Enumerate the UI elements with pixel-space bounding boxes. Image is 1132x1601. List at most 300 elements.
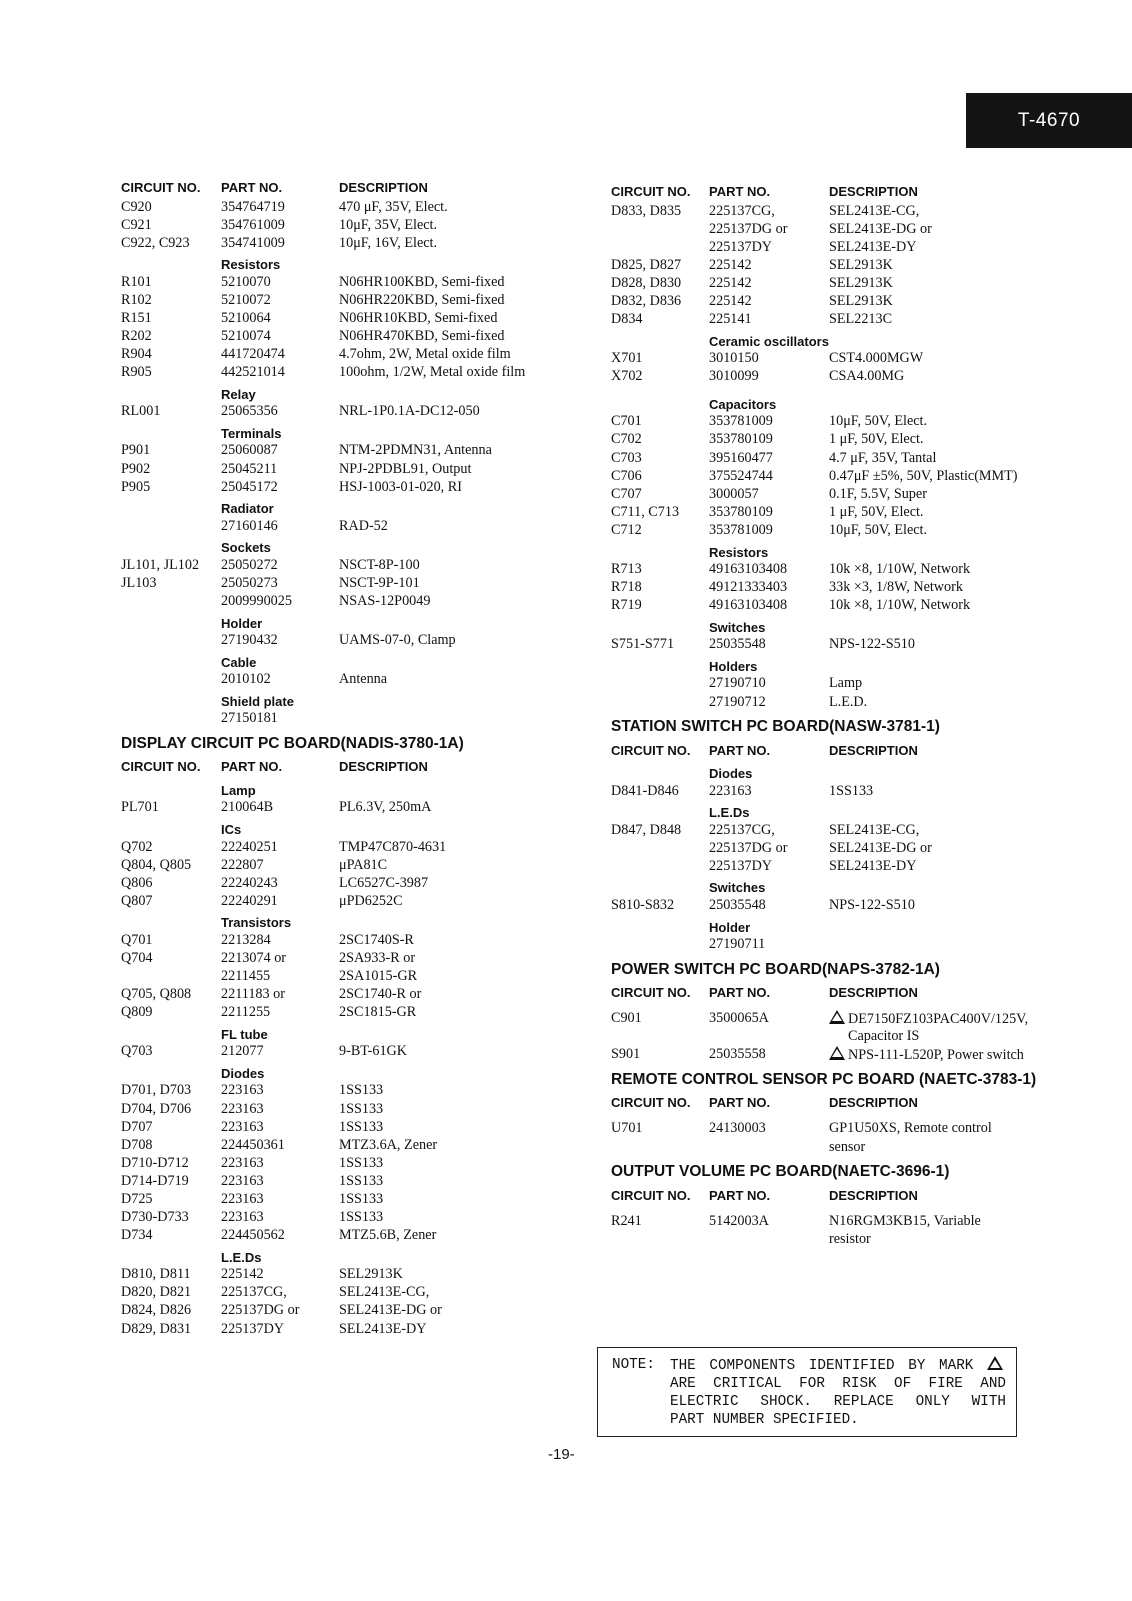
column-header: CIRCUIT NO. bbox=[121, 179, 201, 195]
category-text: Switches bbox=[709, 619, 766, 635]
circuit-no: D833, D835 bbox=[611, 202, 682, 219]
category-text: Lamp bbox=[221, 782, 256, 798]
note-line: THE COMPONENTS IDENTIFIED BY MARK bbox=[670, 1356, 1006, 1375]
description-text: Lamp bbox=[829, 675, 863, 692]
category-label bbox=[121, 689, 581, 710]
description bbox=[829, 368, 1111, 385]
circuit-no: R102 bbox=[121, 291, 152, 308]
table-row bbox=[121, 593, 581, 611]
column-header: CIRCUIT NO. bbox=[121, 759, 201, 775]
part-no: 395160477 bbox=[709, 449, 773, 466]
circuit-no: C901 bbox=[611, 1010, 642, 1027]
part-no: 223163 bbox=[221, 1191, 264, 1208]
circuit-no: D825, D827 bbox=[611, 256, 682, 273]
description bbox=[339, 857, 581, 874]
description bbox=[829, 257, 1111, 274]
section-title: REMOTE CONTROL SENSOR PC BOARD (NAETC-3783-1) bbox=[611, 1070, 1037, 1088]
column-header: PART NO. bbox=[709, 742, 771, 758]
table-row bbox=[611, 292, 1111, 310]
part-no: 3000057 bbox=[709, 485, 759, 502]
part-no: 49121333403 bbox=[709, 579, 788, 596]
table-row bbox=[611, 579, 1111, 597]
description-text: 1SS133 bbox=[829, 782, 874, 799]
description-text: 0.1F, 5.5V, Super bbox=[829, 485, 927, 502]
description-text: LC6527C-3987 bbox=[339, 874, 429, 891]
description-text: 1SS133 bbox=[339, 1082, 384, 1099]
table-row bbox=[611, 350, 1111, 368]
category-label bbox=[121, 778, 581, 799]
table-row bbox=[121, 1190, 581, 1208]
circuit-no: R241 bbox=[611, 1212, 642, 1229]
description bbox=[339, 1004, 581, 1021]
category-label bbox=[611, 392, 1111, 413]
table-row bbox=[611, 467, 1111, 485]
category-text: FL tube bbox=[221, 1026, 268, 1042]
description bbox=[829, 1139, 1111, 1156]
table-row bbox=[611, 896, 1111, 914]
category-text: Diodes bbox=[221, 1065, 265, 1081]
part-no: 223163 bbox=[709, 782, 752, 799]
table-row bbox=[611, 675, 1111, 693]
description bbox=[339, 1266, 581, 1283]
description-text: DE7150FZ103PAC400V/125V, bbox=[848, 1010, 1029, 1027]
description-text: PL6.3V, 250mA bbox=[339, 799, 432, 816]
table-row bbox=[121, 1136, 581, 1154]
table-row bbox=[121, 949, 581, 967]
part-no: 25035548 bbox=[709, 896, 766, 913]
table-row bbox=[121, 856, 581, 874]
circuit-no: C703 bbox=[611, 449, 642, 466]
table-header bbox=[121, 756, 581, 778]
table-row bbox=[121, 234, 581, 252]
part-no: 25065356 bbox=[221, 403, 278, 420]
description-text: GP1U50XS, Remote control bbox=[829, 1120, 992, 1137]
circuit-no: D714-D719 bbox=[121, 1172, 189, 1189]
part-no: 223163 bbox=[221, 1100, 264, 1117]
warning-triangle-icon bbox=[987, 1356, 1003, 1370]
description bbox=[339, 479, 581, 496]
description bbox=[829, 1046, 1111, 1064]
description bbox=[829, 1010, 1111, 1028]
part-no: 49163103408 bbox=[709, 597, 788, 614]
part-no: 210064B bbox=[221, 799, 274, 816]
description-text: MTZ3.6A, Zener bbox=[339, 1136, 438, 1153]
page-number: -19- bbox=[548, 1446, 575, 1463]
description bbox=[829, 522, 1111, 539]
part-no: 25045211 bbox=[221, 460, 278, 477]
table-row bbox=[121, 478, 581, 496]
table-row bbox=[121, 1209, 581, 1227]
table-row bbox=[121, 1284, 581, 1302]
description bbox=[339, 1302, 581, 1319]
table-header bbox=[611, 982, 1111, 1004]
part-no: 5142003A bbox=[709, 1212, 769, 1229]
table-row bbox=[611, 503, 1111, 521]
category-text: Cable bbox=[221, 654, 257, 670]
description-text: 10μF, 16V, Elect. bbox=[339, 234, 438, 251]
part-no: 354764719 bbox=[221, 198, 285, 215]
description-text: SEL2413E-CG, bbox=[339, 1284, 430, 1301]
table-row bbox=[121, 460, 581, 478]
description-text: 470 μF, 35V, Elect. bbox=[339, 198, 448, 215]
part-no: 225137DY bbox=[221, 1320, 285, 1337]
part-no: 223163 bbox=[221, 1209, 264, 1226]
description-text: 2SC1815-GR bbox=[339, 1004, 417, 1021]
table-row bbox=[611, 202, 1111, 220]
description bbox=[339, 274, 581, 291]
table-row bbox=[611, 857, 1111, 875]
description-text: Antenna bbox=[339, 671, 388, 688]
table-row bbox=[611, 485, 1111, 503]
warning-triangle-icon bbox=[829, 1010, 845, 1024]
description bbox=[829, 275, 1111, 292]
circuit-no: C711, C713 bbox=[611, 503, 680, 520]
description bbox=[339, 217, 581, 234]
circuit-no: P905 bbox=[121, 478, 151, 495]
table-row bbox=[611, 311, 1111, 329]
circuit-no: S810-S832 bbox=[611, 896, 675, 913]
table-row bbox=[611, 256, 1111, 274]
circuit-no: C921 bbox=[121, 216, 152, 233]
part-no: 212077 bbox=[221, 1043, 264, 1060]
description-text: CST4.000MGW bbox=[829, 350, 924, 367]
part-no: 27190710 bbox=[709, 675, 766, 692]
table-header bbox=[121, 176, 581, 198]
part-no: 225137DG or bbox=[221, 1302, 300, 1319]
category-text: Resistors bbox=[221, 257, 281, 273]
column-header: PART NO. bbox=[709, 183, 771, 199]
circuit-no: Q804, Q805 bbox=[121, 856, 192, 873]
part-no: 24130003 bbox=[709, 1120, 766, 1137]
table-row bbox=[121, 671, 581, 689]
circuit-no: R101 bbox=[121, 273, 152, 290]
description-text: Capacitor IS bbox=[848, 1028, 920, 1045]
table-row bbox=[121, 364, 581, 382]
circuit-no: C706 bbox=[611, 467, 642, 484]
description-text: UAMS-07-0, Clamp bbox=[339, 632, 456, 649]
part-no: 225137CG, bbox=[221, 1284, 287, 1301]
description-text: sensor bbox=[829, 1138, 866, 1155]
circuit-no: R904 bbox=[121, 346, 152, 363]
description bbox=[339, 1155, 581, 1172]
part-no: 2211255 bbox=[221, 1004, 271, 1021]
part-no: 375524744 bbox=[709, 467, 773, 484]
circuit-no: PL701 bbox=[121, 799, 159, 816]
description-text: 1SS133 bbox=[339, 1154, 384, 1171]
category-label bbox=[611, 540, 1111, 561]
safety-note bbox=[597, 1347, 1017, 1437]
category-label bbox=[121, 382, 581, 403]
table-header bbox=[611, 739, 1111, 761]
part-no: 5210064 bbox=[221, 310, 271, 327]
description bbox=[829, 293, 1111, 310]
table-row bbox=[121, 556, 581, 574]
description-text: NSCT-9P-101 bbox=[339, 574, 420, 591]
description bbox=[829, 504, 1111, 521]
description bbox=[339, 557, 581, 574]
description bbox=[829, 221, 1111, 238]
part-no: 441720474 bbox=[221, 346, 285, 363]
description-text: 1SS133 bbox=[339, 1172, 384, 1189]
description-text: NPJ-2PDBL91, Output bbox=[339, 460, 472, 477]
part-no: 2211455 bbox=[221, 968, 271, 985]
table-row bbox=[611, 368, 1111, 386]
circuit-no: R718 bbox=[611, 579, 642, 596]
description-text: SEL2413E-DY bbox=[829, 238, 917, 255]
description-text: NPS-122-S510 bbox=[829, 896, 915, 913]
description-text: 1SS133 bbox=[339, 1100, 384, 1117]
category-label bbox=[611, 800, 1111, 821]
part-no: 225141 bbox=[709, 311, 752, 328]
table-row bbox=[611, 449, 1111, 467]
part-no: 2010102 bbox=[221, 671, 271, 688]
description-text: 10μF, 50V, Elect. bbox=[829, 521, 928, 538]
description bbox=[829, 350, 1111, 367]
description bbox=[339, 1191, 581, 1208]
description-text: μPD6252C bbox=[339, 892, 403, 909]
table-row bbox=[611, 1230, 1111, 1248]
part-no: 353780109 bbox=[709, 431, 773, 448]
description bbox=[829, 840, 1111, 857]
description-text: L.E.D. bbox=[829, 693, 868, 710]
description-text: 1SS133 bbox=[339, 1191, 384, 1208]
part-no: 22240291 bbox=[221, 892, 278, 909]
column-header: DESCRIPTION bbox=[829, 742, 918, 758]
table-row bbox=[121, 328, 581, 346]
column-header: PART NO. bbox=[709, 985, 771, 1001]
description bbox=[829, 311, 1111, 328]
table-row bbox=[611, 561, 1111, 579]
description bbox=[829, 239, 1111, 256]
description-text: 33k ×3, 1/8W, Network bbox=[829, 579, 963, 596]
description bbox=[339, 518, 581, 535]
circuit-no: D704, D706 bbox=[121, 1100, 192, 1117]
table-row bbox=[611, 636, 1111, 654]
circuit-no: D810, D811 bbox=[121, 1266, 191, 1283]
circuit-no: X701 bbox=[611, 350, 643, 367]
part-no: 25050272 bbox=[221, 556, 278, 573]
part-no: 224450361 bbox=[221, 1136, 285, 1153]
description bbox=[339, 893, 581, 910]
part-no: 225137DG or bbox=[709, 220, 788, 237]
part-no: 225137DG or bbox=[709, 839, 788, 856]
part-no: 3010150 bbox=[709, 350, 759, 367]
description-text: 1 μF, 50V, Elect. bbox=[829, 503, 924, 520]
part-no: 3010099 bbox=[709, 368, 759, 385]
description bbox=[339, 799, 581, 816]
note-label: NOTE: bbox=[612, 1357, 655, 1373]
description bbox=[829, 413, 1111, 430]
circuit-no: P901 bbox=[121, 442, 151, 459]
table-row bbox=[121, 1154, 581, 1172]
description bbox=[829, 822, 1111, 839]
column-header: DESCRIPTION bbox=[339, 179, 428, 195]
table-row bbox=[121, 1266, 581, 1284]
description bbox=[339, 1082, 581, 1099]
description-text: HSJ-1003-01-020, RI bbox=[339, 478, 462, 495]
description bbox=[829, 1120, 1111, 1137]
table-row bbox=[611, 238, 1111, 256]
circuit-no: D824, D826 bbox=[121, 1302, 192, 1319]
description bbox=[339, 364, 581, 381]
circuit-no: D725 bbox=[121, 1191, 153, 1208]
description bbox=[339, 1321, 581, 1338]
description bbox=[339, 1137, 581, 1154]
part-no: 225137CG, bbox=[709, 821, 775, 838]
part-no: 49163103408 bbox=[709, 561, 788, 578]
column-header: PART NO. bbox=[709, 1187, 771, 1203]
description bbox=[339, 1119, 581, 1136]
table-row bbox=[611, 1138, 1111, 1156]
description-text: 2SA933-R or bbox=[339, 949, 416, 966]
circuit-no: D832, D836 bbox=[611, 293, 682, 310]
description-text: 10k ×8, 1/10W, Network bbox=[829, 561, 971, 578]
table-row bbox=[121, 799, 581, 817]
part-no: 225142 bbox=[709, 293, 752, 310]
part-no: 223163 bbox=[221, 1118, 264, 1135]
circuit-no: D708 bbox=[121, 1136, 153, 1153]
table-row bbox=[611, 521, 1111, 539]
part-no: 25060087 bbox=[221, 442, 278, 459]
description-text: 10k ×8, 1/10W, Network bbox=[829, 597, 971, 614]
description-text: SEL2213C bbox=[829, 311, 893, 328]
column-header: PART NO. bbox=[221, 759, 283, 775]
column-header: DESCRIPTION bbox=[829, 183, 918, 199]
description bbox=[339, 328, 581, 345]
description-text: 1 μF, 50V, Elect. bbox=[829, 431, 924, 448]
left-parts-column bbox=[121, 176, 581, 1338]
table-row bbox=[121, 291, 581, 309]
circuit-no: JL101, JL102 bbox=[121, 556, 200, 573]
part-no: 222807 bbox=[221, 856, 264, 873]
part-no: 2211183 or bbox=[221, 986, 285, 1003]
description-text: 100ohm, 1/2W, Metal oxide film bbox=[339, 364, 526, 381]
description-text: N06HR220KBD, Semi-fixed bbox=[339, 291, 505, 308]
description-text: SEL2413E-CG, bbox=[829, 202, 920, 219]
description bbox=[339, 310, 581, 327]
note-line: PART NUMBER SPECIFIED. bbox=[670, 1412, 859, 1428]
description bbox=[339, 292, 581, 309]
table-row bbox=[611, 693, 1111, 711]
part-no: 225137CG, bbox=[709, 202, 775, 219]
description-text: 1SS133 bbox=[339, 1209, 384, 1226]
part-no: 353780109 bbox=[709, 503, 773, 520]
table-row bbox=[611, 782, 1111, 800]
circuit-no: Q806 bbox=[121, 874, 153, 891]
description bbox=[829, 486, 1111, 503]
part-no: 27150181 bbox=[221, 710, 278, 727]
circuit-no: Q703 bbox=[121, 1043, 153, 1060]
table-row bbox=[121, 1100, 581, 1118]
description bbox=[339, 932, 581, 949]
column-header: CIRCUIT NO. bbox=[611, 742, 691, 758]
column-header: DESCRIPTION bbox=[829, 1095, 918, 1111]
description bbox=[339, 1101, 581, 1118]
circuit-no: D734 bbox=[121, 1227, 153, 1244]
circuit-no: D710-D712 bbox=[121, 1154, 189, 1171]
circuit-no: D829, D831 bbox=[121, 1320, 192, 1337]
part-no: 5210074 bbox=[221, 328, 271, 345]
category-label bbox=[121, 252, 581, 273]
circuit-no: C922, C923 bbox=[121, 234, 190, 251]
part-no: 5210070 bbox=[221, 273, 271, 290]
table-row bbox=[611, 1010, 1111, 1028]
description bbox=[339, 1227, 581, 1244]
category-text: Holders bbox=[709, 658, 758, 674]
description bbox=[829, 450, 1111, 467]
description bbox=[829, 858, 1111, 875]
description bbox=[339, 346, 581, 363]
part-no: 223163 bbox=[221, 1082, 264, 1099]
description bbox=[829, 897, 1111, 914]
table-row bbox=[121, 1082, 581, 1100]
circuit-no: C712 bbox=[611, 521, 642, 538]
circuit-no: R905 bbox=[121, 364, 152, 381]
table-row bbox=[611, 936, 1111, 954]
circuit-no: D828, D830 bbox=[611, 274, 682, 291]
description-text: 10μF, 50V, Elect. bbox=[829, 413, 928, 430]
category-text: Relay bbox=[221, 386, 256, 402]
category-text: Capacitors bbox=[709, 396, 777, 412]
description-text: SEL2913K bbox=[829, 293, 893, 310]
table-row bbox=[121, 517, 581, 535]
description bbox=[339, 671, 581, 688]
description-text: N06HR100KBD, Semi-fixed bbox=[339, 273, 505, 290]
description bbox=[339, 1284, 581, 1301]
category-text: Resistors bbox=[709, 544, 769, 560]
column-header: CIRCUIT NO. bbox=[611, 1187, 691, 1203]
part-no: 224450562 bbox=[221, 1227, 285, 1244]
description bbox=[339, 461, 581, 478]
part-no: 27160146 bbox=[221, 517, 278, 534]
circuit-no: D820, D821 bbox=[121, 1284, 192, 1301]
part-no: 442521014 bbox=[221, 364, 285, 381]
table-row bbox=[121, 1118, 581, 1136]
description-text: CSA4.00MG bbox=[829, 368, 905, 385]
category-text: Sockets bbox=[221, 540, 271, 556]
description-text: SEL2413E-DY bbox=[339, 1320, 427, 1337]
part-no: 22240243 bbox=[221, 874, 278, 891]
table-row bbox=[121, 273, 581, 291]
description bbox=[339, 950, 581, 967]
circuit-no: C707 bbox=[611, 485, 642, 502]
circuit-no: P902 bbox=[121, 460, 151, 477]
table-row bbox=[121, 710, 581, 728]
column-header: PART NO. bbox=[221, 179, 283, 195]
description bbox=[339, 199, 581, 216]
table-row bbox=[611, 839, 1111, 857]
circuit-no: D841-D846 bbox=[611, 782, 679, 799]
category-label bbox=[121, 421, 581, 442]
column-header: CIRCUIT NO. bbox=[611, 1095, 691, 1111]
circuit-no: X702 bbox=[611, 368, 643, 385]
table-row bbox=[611, 1120, 1111, 1138]
description-text: 1SS133 bbox=[339, 1118, 384, 1135]
category-label bbox=[611, 875, 1111, 896]
table-row bbox=[121, 1227, 581, 1245]
part-no: 225137DY bbox=[709, 857, 773, 874]
table-row bbox=[121, 1320, 581, 1338]
table-row bbox=[611, 413, 1111, 431]
description-text: NTM-2PDMN31, Antenna bbox=[339, 442, 492, 459]
description-text: SEL2413E-DY bbox=[829, 857, 917, 874]
category-text: Transistors bbox=[221, 915, 292, 931]
table-row bbox=[121, 1172, 581, 1190]
circuit-no: S901 bbox=[611, 1046, 641, 1063]
category-label bbox=[121, 611, 581, 632]
description-text: 4.7 μF, 35V, Tantal bbox=[829, 449, 937, 466]
table-row bbox=[121, 968, 581, 986]
